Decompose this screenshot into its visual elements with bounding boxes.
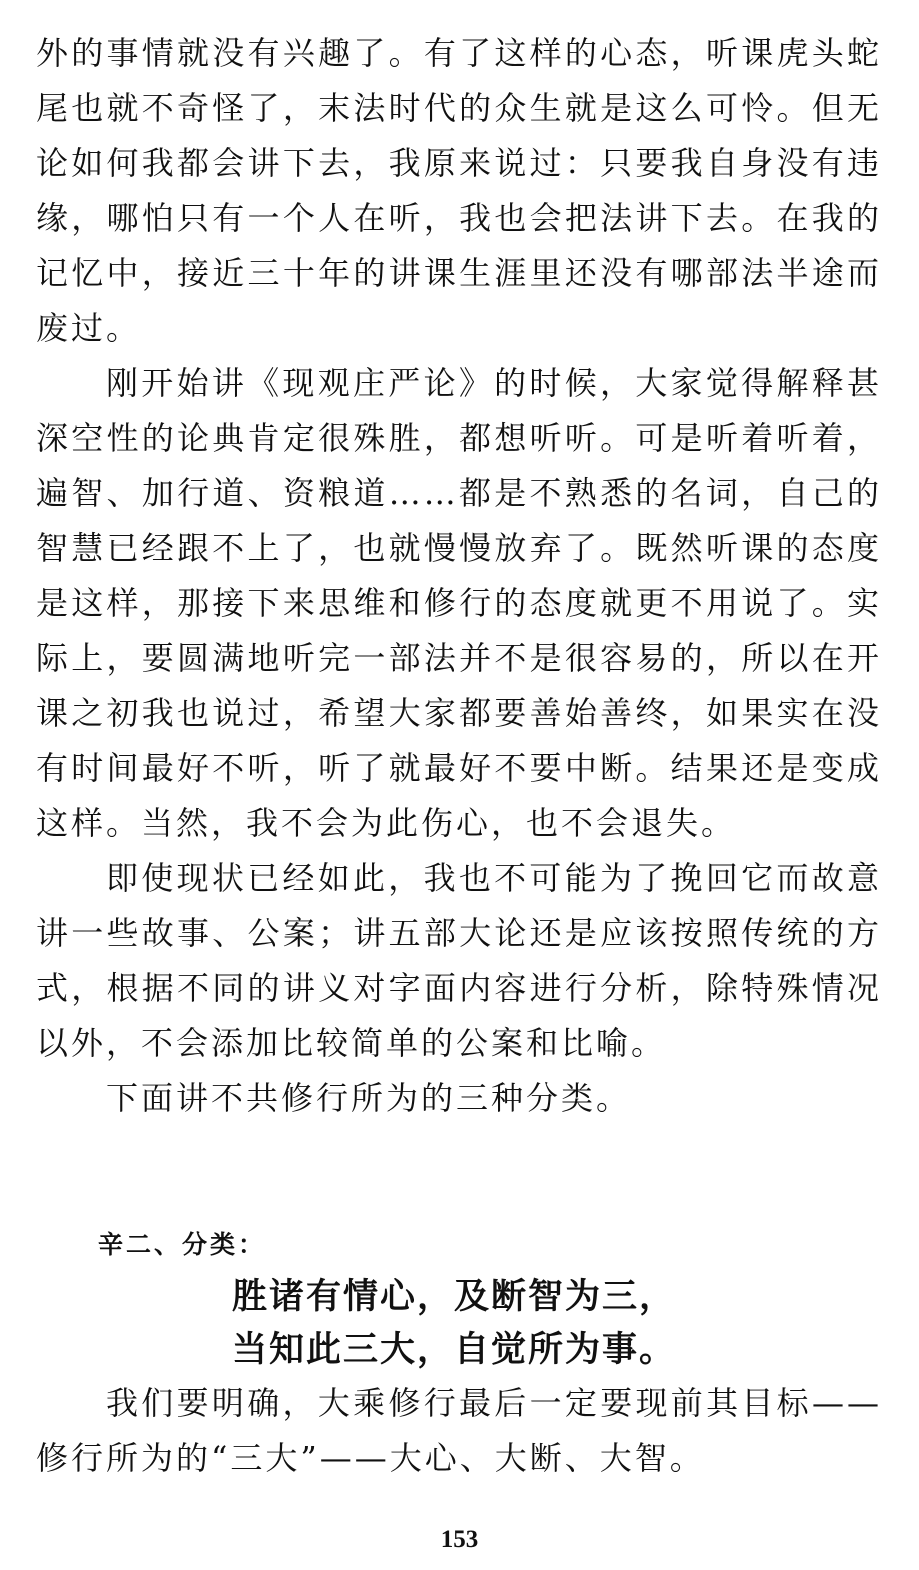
verse-line-2: 当知此三大，自觉所为事。 — [232, 1330, 677, 1370]
main-text-block — [36, 26, 882, 1126]
verse-line-1: 胜诸有情心，及断智为三， — [232, 1277, 677, 1317]
paragraph-1: 外的事情就没有兴趣了。有了这样的心态，听课虎头蛇尾也就不奇怪了，末法时代的众生就是这么可怜。但无论如何我都会讲下去，我原来说过：只要我自身没有违缘，哪怕只有一个人在听，我也会把法讲下去。在我的记忆中，接近三十年的讲课生涯里还没有哪部法半途而废过。 — [36, 34, 882, 347]
paragraph-2: 刚开始讲《现观庄严论》的时候，大家觉得解释甚深空性的论典肯定很殊胜，都想听听。可是听着听着，遍智、加行道、资粮道……都是不熟悉的名词，自己的智慧已经跟不上了，也就慢慢放弃了。既然听课的态度是这样，那接下来思维和修行的态度就更不用说了。实际上，要圆满地听完一部法并不是很容易的，所以在开课之初我也说过，希望大家都要善始善终，如果实在没有时间最好不听，听了就最好不要中断。结果还是变成这样。当然，我不会为此伤心，也不会退失。 — [36, 364, 882, 842]
closing-paragraph: 我们要明确，大乘修行最后一定要现前其目标——修行所为的“三大”——大心、大断、大智。 — [36, 1384, 882, 1477]
paragraph-3: 即使现状已经如此，我也不可能为了挽回它而故意讲一些故事、公案；讲五部大论还是应该按照传统的方式，根据不同的讲义对字面内容进行分析，除特殊情况以外，不会添加比较简单的公案和比喻。 — [36, 859, 882, 1062]
page-number: 153 — [440, 1526, 479, 1553]
paragraph-4: 下面讲不共修行所为的三种分类。 — [106, 1079, 632, 1117]
section-heading: 辛二、分类： — [98, 1230, 267, 1259]
closing-text-block — [36, 1376, 882, 1486]
